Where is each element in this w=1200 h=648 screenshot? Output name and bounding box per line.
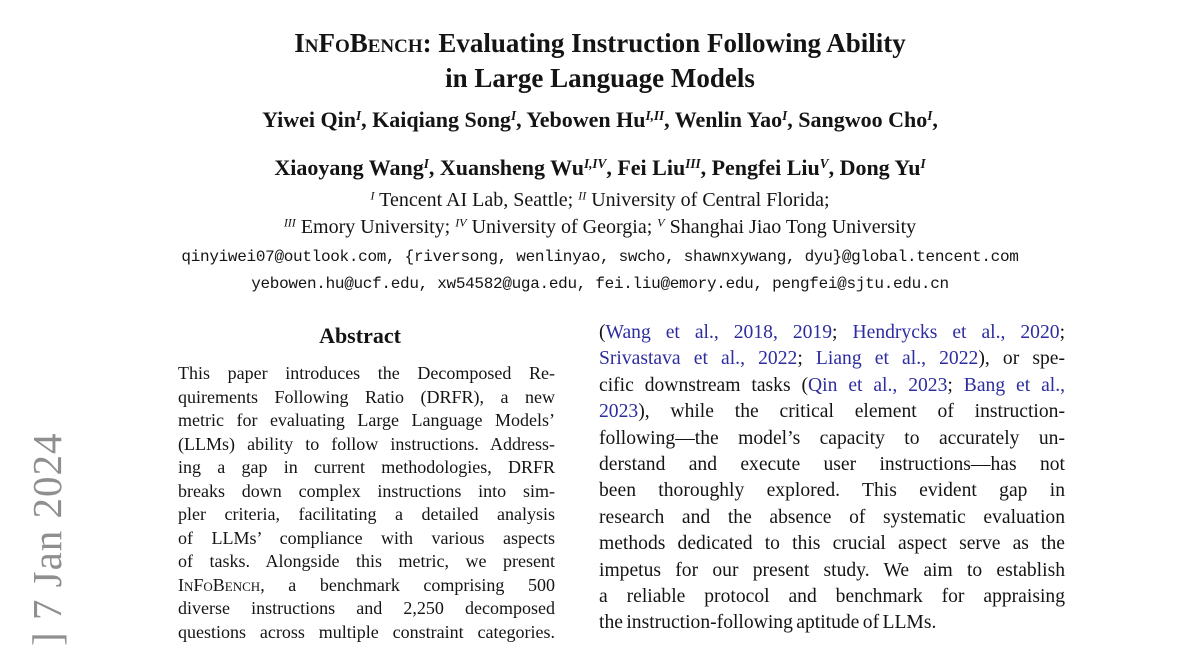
text-segment: Yiwei Qin (262, 107, 357, 132)
text-segment: Emory University; (295, 216, 456, 238)
text-segment: Tencent AI Lab, Seattle; (374, 189, 579, 211)
email-line-2: yebowen.hu@ucf.edu, xw54582@uga.edu, fei.liu@emory.edu, pengfei@sjtu.edu.cn (251, 275, 949, 293)
text-segment: ; (1059, 322, 1065, 343)
citation-link[interactable]: Srivastava et al., 2022 (599, 348, 798, 370)
text-segment: derstand and execute user instructions—has not (599, 453, 1065, 475)
text-segment: , Wenlin Yao (664, 107, 783, 132)
arxiv-stamp: ] 7 Jan 2024 (24, 432, 70, 646)
superscript-affiliation-marker: I (510, 107, 517, 123)
text-segment: , Fei Liu (606, 155, 686, 180)
text-segment: , Kaiqiang Song (361, 107, 511, 132)
author-line-2 (0, 155, 1200, 181)
text-line (178, 527, 555, 551)
text-segment: ), while the critical element of instruction- (638, 401, 1065, 423)
text-segment: breaks down complex instructions into sim- (178, 480, 555, 501)
text-segment: impetus for our present study. We aim to establish (599, 559, 1065, 581)
title-line-2 (0, 61, 1200, 96)
text-segment: : Evaluating Instruction Following Ability (422, 28, 906, 58)
text-segment: , Dong Yu (828, 155, 921, 180)
text-segment: ; (797, 348, 816, 370)
text-line (599, 426, 1065, 452)
superscript-affiliation-marker: II (578, 188, 587, 203)
text-segment: University of Georgia; (466, 216, 658, 238)
text-segment: methods dedicated to this crucial aspect serve as the (599, 533, 1065, 555)
text-segment: , Yebowen Hu (516, 107, 646, 132)
text-segment: following—the model’s capacity to accurately un- (599, 427, 1065, 449)
superscript-affiliation-marker: I (920, 155, 926, 171)
text-segment: University of Central Florida; (586, 189, 830, 211)
text-line (178, 480, 555, 504)
text-segment: (LLMs) ability to follow instructions. Address- (178, 433, 555, 454)
superscript-affiliation-marker: V (819, 155, 829, 171)
text-segment: ; (832, 322, 853, 343)
superscript-affiliation-marker: I,II (645, 107, 665, 123)
text-line (599, 584, 1065, 610)
text-segment: pler criteria, facilitating a detailed analysis (178, 504, 555, 524)
text-line (599, 478, 1065, 504)
text-line (178, 433, 555, 457)
title-line-1 (0, 26, 1200, 61)
citation-link[interactable]: Wang et al., 2018, 2019 (605, 322, 833, 343)
text-segment: metric for evaluating Large Language Models’ (178, 410, 555, 430)
text-segment: a reliable protocol and benchmark for appraising (599, 585, 1065, 607)
text-line (178, 597, 555, 621)
citation-link[interactable]: Bang et al., (963, 374, 1065, 396)
text-segment: , a benchmark comprising 500 (260, 574, 555, 595)
text-segment: cific downstream tasks ( (599, 374, 809, 396)
text-line (178, 386, 555, 410)
superscript-affiliation-marker: IV (455, 215, 467, 230)
text-line (599, 399, 1065, 425)
superscript-affiliation-marker: I,IV (583, 155, 607, 171)
superscript-affiliation-marker: I (370, 188, 375, 203)
text-segment: diverse instructions and 2,250 decomposed (178, 598, 555, 618)
text-segment: been thoroughly explored. This evident gap in (599, 480, 1065, 502)
text-segment: quirements Following Ratio (DRFR), a new (178, 386, 555, 407)
email-line-1: qinyiwei07@outlook.com, {riversong, wenlinyao, swcho, shawnxywang, dyu}@global.tencent.com (181, 248, 1019, 266)
text-segment: of tasks. Alongside this metric, we present (178, 551, 555, 571)
text-line (599, 531, 1065, 557)
text-segment: of LLMs’ compliance with various aspects (178, 527, 555, 548)
text-segment: ; (947, 374, 964, 396)
affiliation-line-1 (0, 189, 1200, 212)
paper-title (0, 26, 1200, 96)
smallcaps-text: InFoBench (178, 574, 261, 595)
author-line-1 (0, 107, 1200, 133)
affiliation-line-2 (0, 216, 1200, 239)
citation-link[interactable]: Hendrycks et al., 2020 (852, 322, 1060, 343)
abstract-body (178, 362, 555, 644)
text-segment: , Sangwoo Cho (787, 107, 928, 132)
text-segment: ( (599, 322, 606, 343)
text-line (178, 621, 555, 645)
text-segment: , Xuansheng Wu (428, 155, 584, 180)
text-segment: research and the absence of systematic evaluation (599, 506, 1065, 528)
text-segment: in Large Language Models (445, 63, 755, 93)
text-line (178, 409, 555, 433)
text-line (599, 452, 1065, 478)
text-line (178, 456, 555, 480)
text-segment: , (932, 107, 938, 132)
text-line (599, 610, 1065, 636)
text-line (178, 550, 555, 574)
citation-link[interactable]: Qin et al., 2023 (808, 374, 948, 396)
text-segment: Shanghai Jiao Tong University (664, 216, 917, 238)
superscript-affiliation-marker: V (657, 215, 665, 230)
citation-link[interactable]: Liang et al., 2022 (815, 348, 979, 370)
superscript-affiliation-marker: III (283, 215, 296, 230)
text-segment: , Pengfei Liu (700, 155, 820, 180)
superscript-affiliation-marker: I (423, 155, 429, 171)
text-line (599, 320, 1065, 346)
text-segment: This paper introduces the Decomposed Re- (178, 363, 555, 383)
superscript-affiliation-marker: I (927, 107, 933, 123)
citation-link[interactable]: 2023 (599, 401, 639, 423)
text-line (599, 558, 1065, 584)
text-segment: ing a gap in current methodologies, DRFR (178, 457, 555, 477)
abstract-heading: Abstract (319, 323, 401, 348)
text-segment: the instruction-following aptitude of LLMs. (599, 612, 937, 634)
text-line (599, 505, 1065, 531)
smallcaps-text: InFoBench (294, 28, 423, 58)
text-line (178, 503, 555, 527)
superscript-affiliation-marker: III (685, 155, 701, 171)
text-segment: ), or spe- (978, 348, 1065, 370)
text-segment: questions across multiple constraint categories. (178, 621, 555, 642)
text-segment: Xiaoyang Wang (274, 155, 424, 180)
superscript-affiliation-marker: I (782, 107, 788, 123)
text-line (178, 362, 555, 386)
text-line (599, 373, 1065, 399)
text-line (599, 346, 1065, 372)
text-line (178, 574, 555, 598)
superscript-affiliation-marker: I (356, 107, 362, 123)
intro-right-column (599, 320, 1065, 637)
